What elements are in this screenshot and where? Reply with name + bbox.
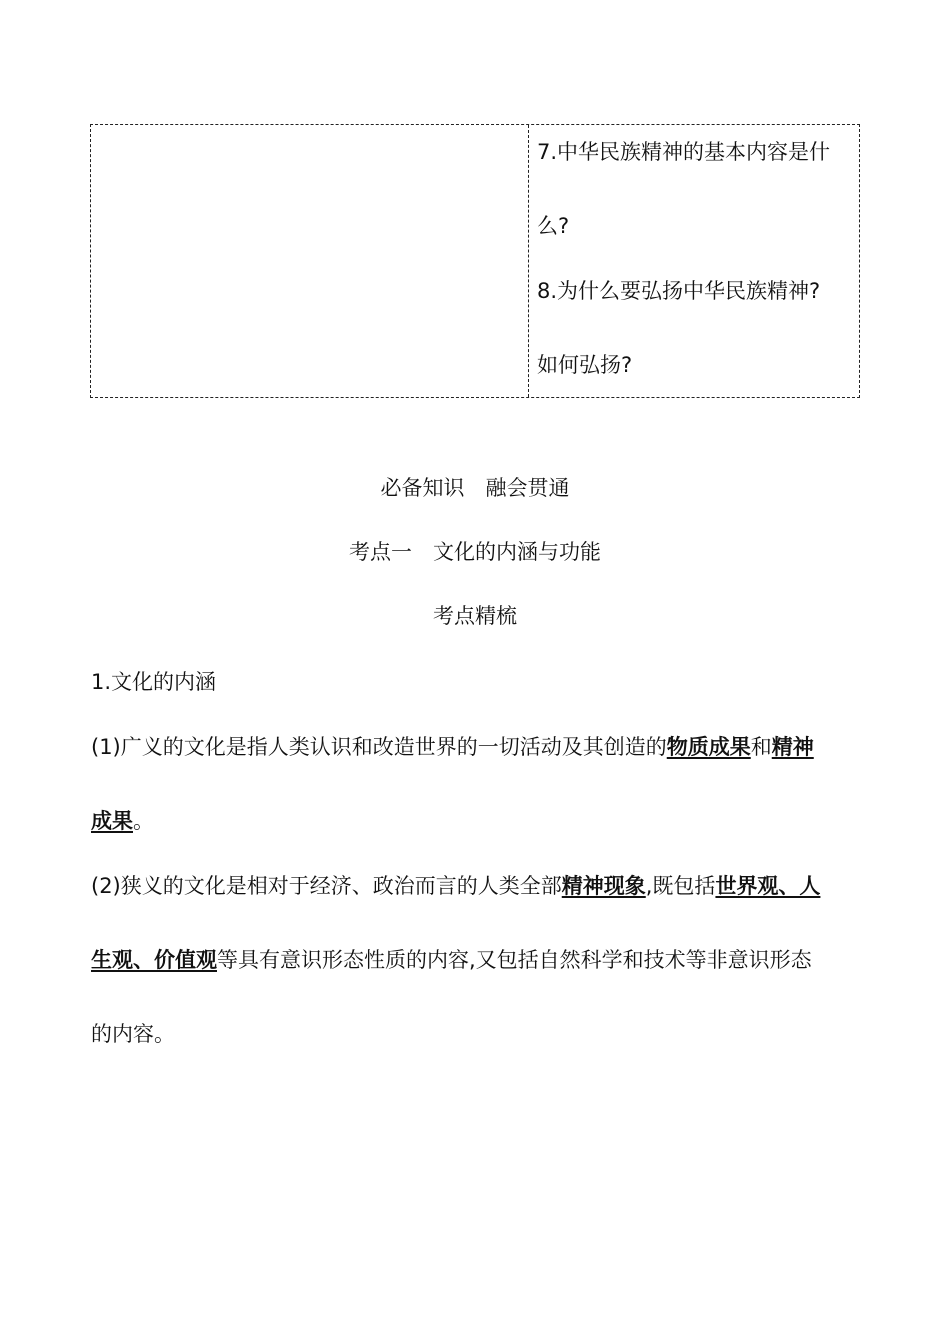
keyword-worldview: 世界观、人 — [715, 874, 821, 898]
p1-text: (1)广义的文化是指人类认识和改造世界的一切活动及其创造的 — [91, 735, 667, 759]
paragraph-1-line2 — [91, 806, 861, 836]
keyword-spiritual-phenomena: 精神现象 — [561, 874, 646, 898]
p1-text: 。 — [133, 809, 154, 833]
keyword-spiritual-achievements: 精神 — [771, 735, 814, 759]
question-table — [90, 124, 860, 398]
p1-text: 和 — [750, 735, 772, 759]
question-8-line2: 如何弘扬? — [537, 353, 633, 377]
p2-text: (2)狭义的文化是相对于经济、政治而言的人类全部 — [91, 874, 562, 898]
question-8-line1: 8.为什么要弘扬中华民族精神? — [537, 279, 821, 303]
table-divider — [528, 125, 529, 397]
paragraph-2-line3 — [91, 1019, 861, 1049]
keyword-material-achievements: 物质成果 — [666, 735, 751, 759]
sub-title: 考点精梳 — [433, 604, 517, 628]
paragraph-2-line2 — [91, 945, 861, 975]
paragraph-1-line1 — [91, 732, 861, 762]
keyword-worldview-cont: 生观、价值观 — [91, 948, 217, 972]
p2-text: ,既包括 — [645, 874, 716, 898]
heading-culture-meaning: 1.文化的内涵 — [91, 670, 217, 694]
p2-text: 的内容。 — [91, 1022, 175, 1046]
section-title: 必备知识 融会贯通 — [380, 476, 570, 500]
paragraph-2-line1 — [91, 871, 861, 901]
topic-title: 考点一 文化的内涵与功能 — [349, 540, 601, 564]
keyword-spiritual-achievements-cont: 成果 — [91, 809, 133, 833]
question-7-line1: 7.中华民族精神的基本内容是什 — [537, 140, 831, 164]
p2-text: 等具有意识形态性质的内容,又包括自然科学和技术等非意识形态 — [217, 948, 812, 972]
question-7-line2: 么? — [537, 214, 570, 238]
